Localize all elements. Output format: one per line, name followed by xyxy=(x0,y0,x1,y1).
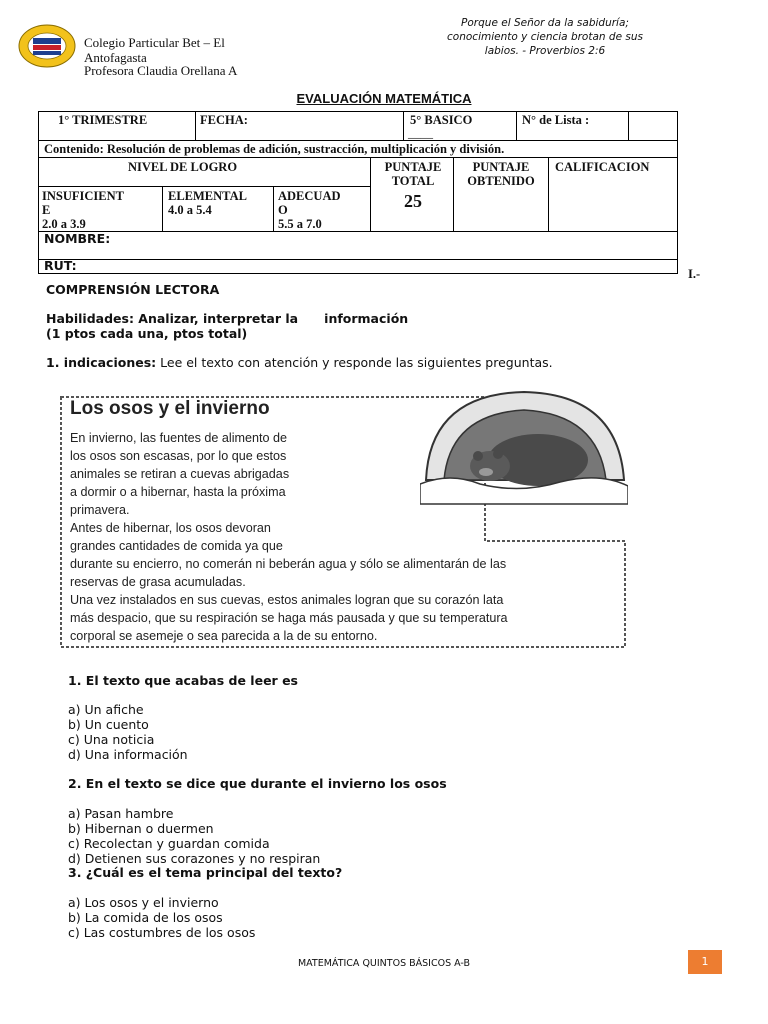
indicaciones-label: 1. indicaciones: xyxy=(46,355,157,370)
bear-in-cave-illustration xyxy=(420,388,628,508)
elemental-range: 4.0 a 5.4 xyxy=(168,203,212,217)
reading-line: Antes de hibernar, los osos devoran xyxy=(70,521,271,535)
insuficiente-label-2: E xyxy=(42,203,51,217)
puntaje-obtenido-header-1: PUNTAJE xyxy=(472,160,530,174)
teacher-name: Profesora Claudia Orellana A xyxy=(84,63,238,78)
reading-line: primavera. xyxy=(70,503,130,517)
curso-label: 5° BASICO xyxy=(410,113,473,127)
q1-option-b[interactable]: b) Un cuento xyxy=(68,717,149,732)
section-title: COMPRENSIÓN LECTORA xyxy=(46,282,220,297)
reading-line: corporal se asemeje o sea parecida a la de su entorno. xyxy=(70,629,378,643)
rut-row xyxy=(38,259,678,274)
page-title: EVALUACIÓN MATEMÁTICA xyxy=(296,91,472,106)
question-2: 2. En el texto se dice que durante el invierno los osos xyxy=(68,776,447,791)
reading-line: grandes cantidades de comida ya que xyxy=(70,539,283,553)
q2-option-a[interactable]: a) Pasan hambre xyxy=(68,806,174,821)
indicaciones xyxy=(46,355,553,370)
q3-option-c[interactable]: c) Las costumbres de los osos xyxy=(68,925,256,940)
page-number: 1 xyxy=(688,950,722,974)
reading-line: más despacio, que su respiración se haga más pausada y que su temperatura xyxy=(70,611,508,625)
adecuado-label-1: ADECUAD xyxy=(278,189,341,203)
habilidades-text: Habilidades: Analizar, interpretar la información xyxy=(46,311,409,326)
school-logo-icon xyxy=(18,24,76,68)
verse-line-1: Porque el Señor da la sabiduría; xyxy=(461,17,629,29)
school-name: Colegio Particular Bet – El xyxy=(84,35,225,50)
verse-line-2: conocimiento y ciencia brotan de sus xyxy=(447,31,643,43)
adecuado-label-2: O xyxy=(278,203,288,217)
q1-option-d[interactable]: d) Una información xyxy=(68,747,188,762)
insuficiente-range: 2.0 a 3.9 xyxy=(42,217,86,231)
page-footer: MATEMÁTICA QUINTOS BÁSICOS A-B xyxy=(297,958,471,969)
contenido-text: Contenido: Resolución de problemas de adición, sustracción, multiplicación y división. xyxy=(44,142,505,156)
q2-option-c[interactable]: c) Recolectan y guardan comida xyxy=(68,836,270,851)
puntaje-total-header-2: TOTAL xyxy=(391,174,435,188)
reading-line: a dormir o a hibernar, hasta la próxima xyxy=(70,485,286,499)
verse-line-3: labios. - Proverbios 2:6 xyxy=(484,45,606,57)
reading-line: reservas de grasa acumuladas. xyxy=(70,575,246,589)
lista-label: N° de Lista : xyxy=(522,113,590,127)
puntaje-total-value: 25 xyxy=(404,191,422,211)
fecha-label: FECHA: xyxy=(200,113,248,127)
q2-option-b[interactable]: b) Hibernan o duermen xyxy=(68,821,214,836)
reading-line: animales se retiran a cuevas abrigadas xyxy=(70,467,290,481)
puntos-text: (1 ptos cada una, ptos total) xyxy=(46,326,248,341)
question-1: 1. El texto que acabas de leer es xyxy=(68,673,298,688)
reading-line: los osos son escasas, por lo que estos xyxy=(70,449,287,463)
indicaciones-text: Lee el texto con atención y responde las siguientes preguntas. xyxy=(156,355,553,370)
question-3: 3. ¿Cuál es el tema principal del texto? xyxy=(68,865,343,880)
puntaje-obtenido-header-2: OBTENIDO xyxy=(467,174,535,188)
nivel-logro-header: NIVEL DE LOGRO xyxy=(128,160,238,174)
q3-option-b[interactable]: b) La comida de los osos xyxy=(68,910,223,925)
q2-option-d[interactable]: d) Detienen sus corazones y no respiran xyxy=(68,851,321,866)
q1-option-a[interactable]: a) Un afiche xyxy=(68,702,144,717)
insuficiente-label-1: INSUFICIENT xyxy=(42,189,124,203)
reading-line: durante su encierro, no comerán ni beberán agua y sólo se alimentarán de las xyxy=(70,557,507,571)
school-city: Antofagasta xyxy=(84,50,147,65)
trimestre-label: 1° TRIMESTRE xyxy=(58,113,148,127)
evaluation-table xyxy=(38,140,678,260)
calificacion-header: CALIFICACION xyxy=(555,160,650,174)
q3-option-a[interactable]: a) Los osos y el invierno xyxy=(68,895,219,910)
q1-option-c[interactable]: c) Una noticia xyxy=(68,732,155,747)
nombre-field[interactable]: NOMBRE: xyxy=(44,231,111,246)
reading-line: En invierno, las fuentes de alimento de xyxy=(70,431,288,445)
rut-field[interactable]: RUT: xyxy=(44,258,77,273)
puntaje-total-header-1: PUNTAJE xyxy=(384,160,442,174)
reading-line: Una vez instalados en sus cuevas, estos animales logran que su corazón lata xyxy=(70,593,504,607)
curso-underline: ____ xyxy=(408,126,433,140)
section-roman-numeral: I.- xyxy=(688,267,701,281)
elemental-label: ELEMENTAL xyxy=(168,189,247,203)
reading-title: Los osos y el invierno xyxy=(70,398,270,419)
adecuado-range: 5.5 a 7.0 xyxy=(278,217,322,231)
